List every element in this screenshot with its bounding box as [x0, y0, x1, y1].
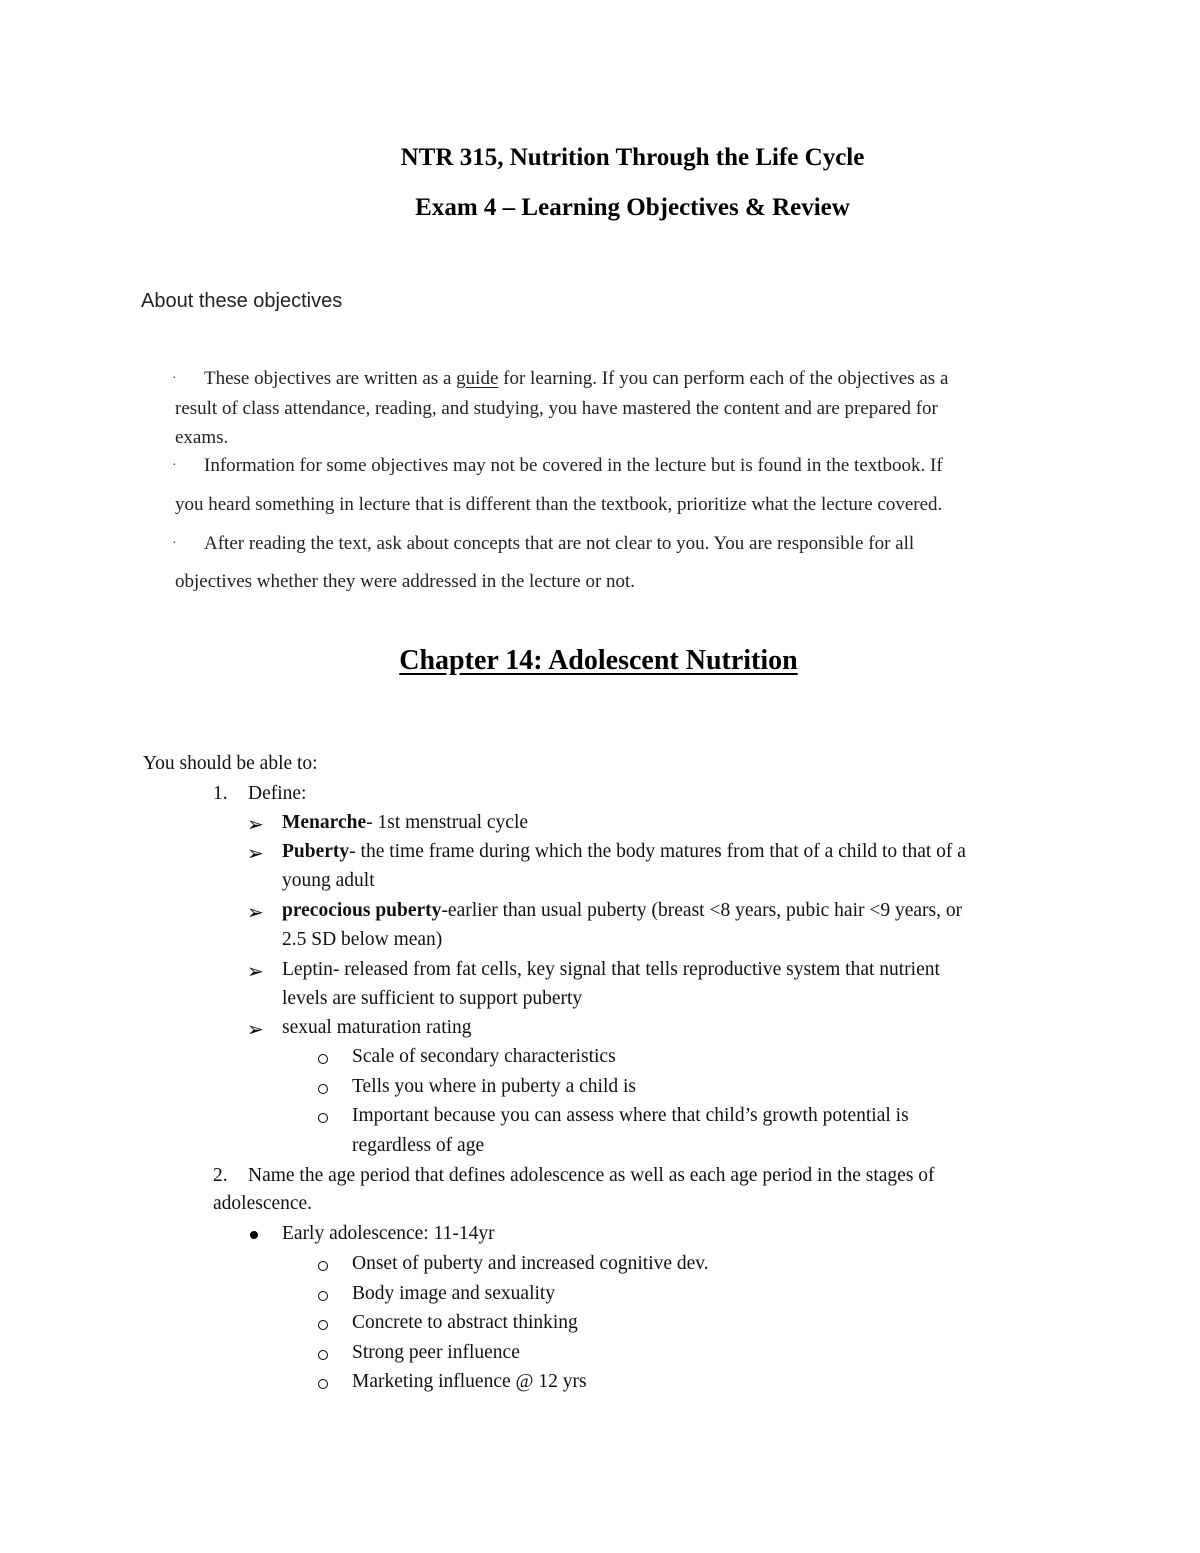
early-adolescence-sub-item: Concrete to abstract thinking — [352, 1312, 578, 1333]
puberty-definition: Puberty- the time frame during which the body matures from that of a child to that of a — [282, 841, 966, 862]
early-adolescence-sub-item: Body image and sexuality — [352, 1283, 556, 1304]
puberty-definition-cont: young adult — [282, 870, 375, 891]
arrow-bullet-icon: ➢ — [247, 843, 264, 865]
smr-sub-item: Important because you can assess where that child’s growth potential is — [352, 1105, 909, 1126]
objective-1-number: 1. — [213, 783, 228, 804]
about-bullet-1-line-2: result of class attendance, reading, and studying, you have mastered the content and are prepared for — [175, 398, 938, 419]
early-adolescence-sub-item: Onset of puberty and increased cognitive dev. — [352, 1253, 709, 1274]
sexual-maturation-rating: sexual maturation rating — [282, 1017, 472, 1038]
menarche-definition: Menarche- 1st menstrual cycle — [282, 812, 529, 833]
smr-sub-item: Scale of secondary characteristics — [352, 1046, 616, 1067]
smr-sub-item-cont: regardless of age — [352, 1135, 485, 1156]
circle-bullet-icon — [318, 1379, 328, 1389]
precocious-puberty-definition-cont: 2.5 SD below mean) — [282, 929, 443, 950]
arrow-bullet-icon: ➢ — [247, 1019, 264, 1041]
objective-2-text: Name the age period that defines adolescence as well as each age period in the stages of — [248, 1165, 935, 1186]
arrow-bullet-icon: ➢ — [247, 961, 264, 983]
early-adolescence-sub-item: Strong peer influence — [352, 1342, 520, 1363]
objective-2-number: 2. — [213, 1165, 228, 1186]
circle-bullet-icon — [318, 1350, 328, 1360]
about-bullet-1-line-1: These objectives are written as a guide for learning. If you can perform each of the objectives as a — [204, 368, 949, 389]
circle-bullet-icon — [318, 1113, 328, 1123]
circle-bullet-icon — [318, 1291, 328, 1301]
guide-link: guide — [456, 368, 499, 389]
exam-title: Exam 4 – Learning Objectives & Review — [415, 194, 850, 221]
bullet-marker: · — [172, 458, 177, 473]
arrow-bullet-icon: ➢ — [247, 902, 264, 924]
chapter-title: Chapter 14: Adolescent Nutrition — [399, 645, 798, 676]
circle-bullet-icon — [318, 1261, 328, 1271]
circle-bullet-icon — [318, 1320, 328, 1330]
intro-text: You should be able to: — [143, 753, 318, 774]
precocious-puberty-definition: precocious puberty-earlier than usual puberty (breast <8 years, pubic hair <9 years, or — [282, 900, 963, 921]
arrow-bullet-icon: ➢ — [247, 814, 264, 836]
about-heading: About these objectives — [141, 290, 343, 312]
about-bullet-3-line-1: After reading the text, ask about concepts that are not clear to you. You are responsible for all — [204, 533, 915, 554]
filled-bullet-icon — [250, 1231, 258, 1239]
circle-bullet-icon — [318, 1054, 328, 1064]
leptin-definition: Leptin- released from fat cells, key signal that tells reproductive system that nutrient — [282, 959, 940, 980]
smr-sub-item: Tells you where in puberty a child is — [352, 1076, 637, 1097]
leptin-definition-cont: levels are sufficient to support puberty — [282, 988, 583, 1009]
early-adolescence: Early adolescence: 11-14yr — [282, 1223, 495, 1244]
early-adolescence-sub-item: Marketing influence @ 12 yrs — [352, 1371, 587, 1392]
about-bullet-3-line-2: objectives whether they were addressed in the lecture or not. — [175, 571, 636, 592]
circle-bullet-icon — [318, 1084, 328, 1094]
bullet-marker: · — [172, 536, 177, 551]
bullet-marker: · — [172, 371, 177, 386]
objective-2-text-cont: adolescence. — [213, 1193, 313, 1214]
about-bullet-2-line-2: you heard something in lecture that is different than the textbook, prioritize what the lecture covered. — [175, 494, 943, 515]
course-title: NTR 315, Nutrition Through the Life Cycle — [400, 144, 865, 171]
about-bullet-2-line-1: Information for some objectives may not be covered in the lecture but is found in the textbook. If — [204, 455, 943, 476]
about-bullet-1-line-3: exams. — [175, 427, 229, 448]
objective-1-label: Define: — [248, 783, 307, 804]
